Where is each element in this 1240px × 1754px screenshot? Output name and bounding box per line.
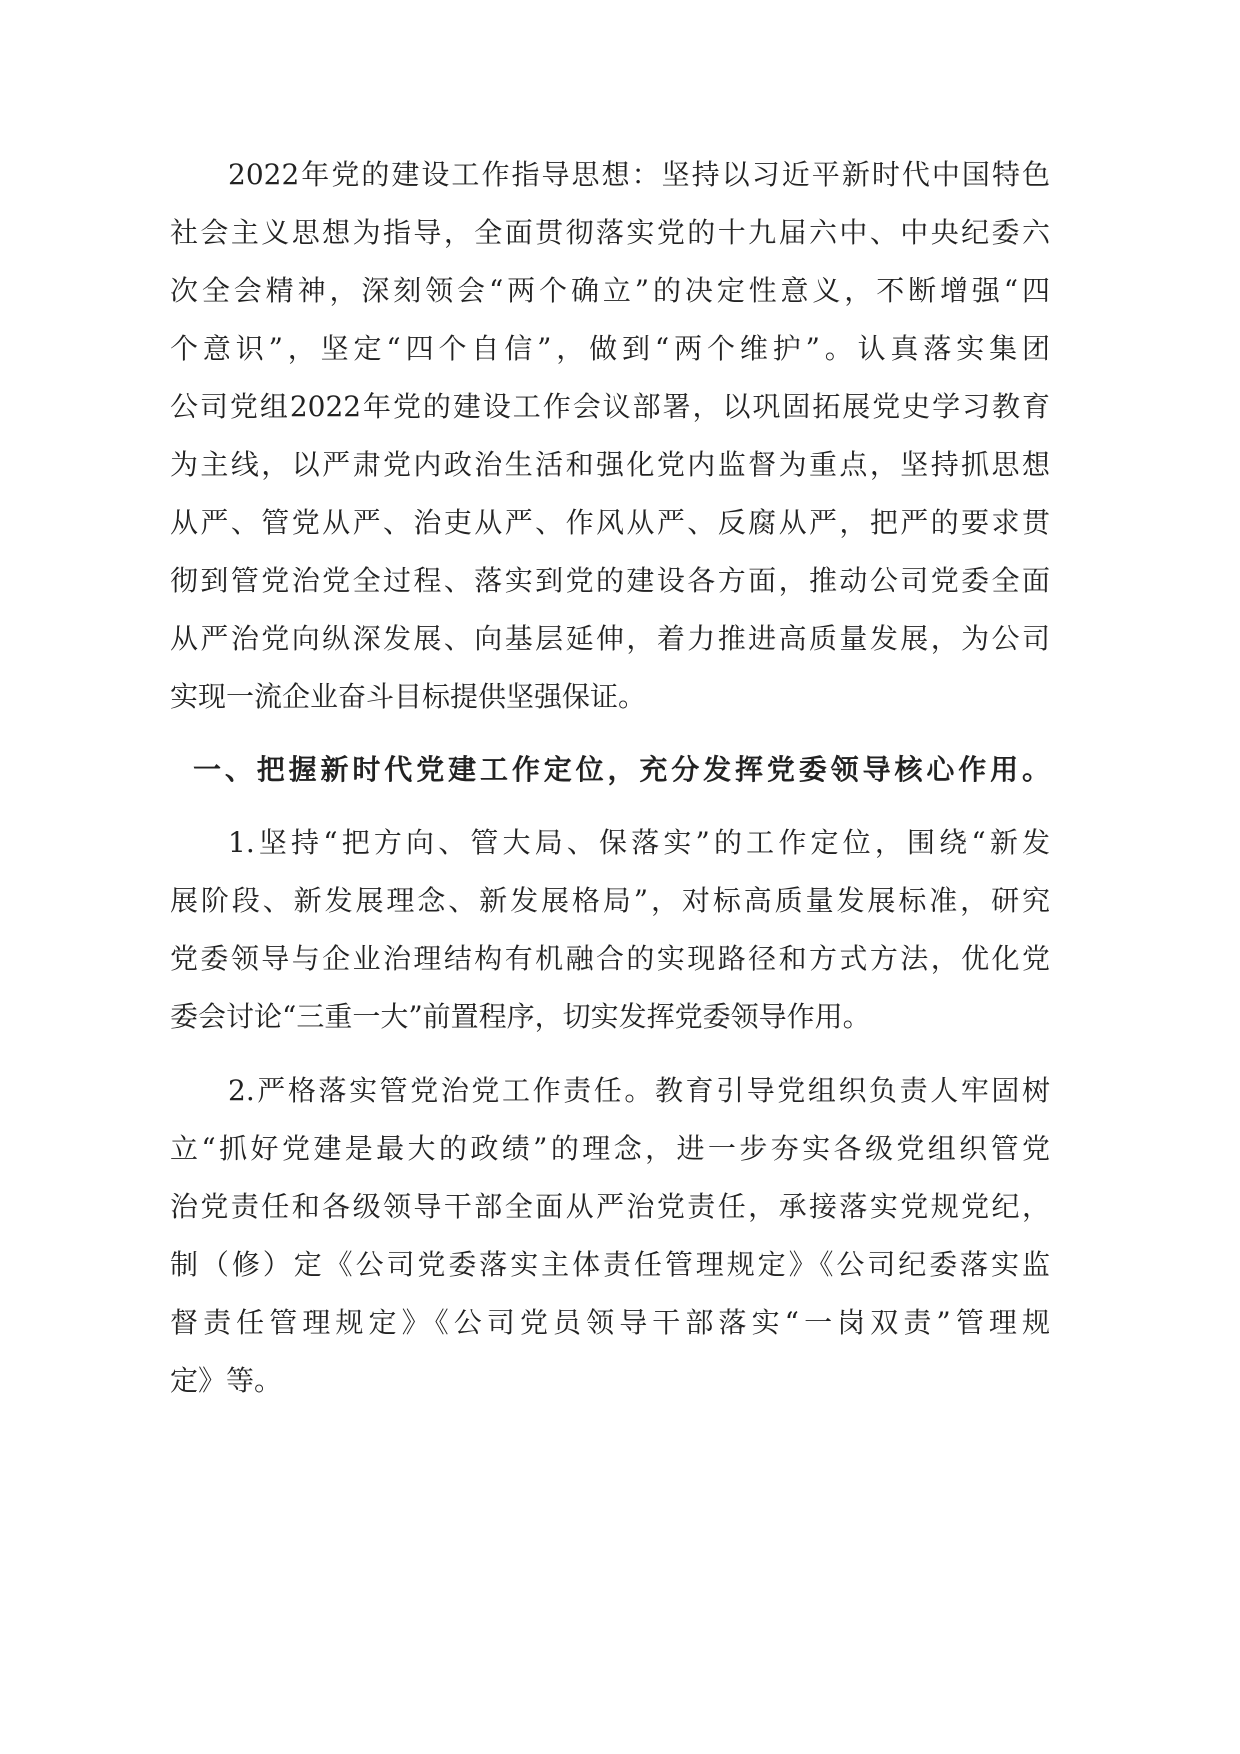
paragraph-3-line: 制（修）定《公司党委落实主体责任管理规定》《公司纪委落实监	[170, 1248, 1050, 1281]
paragraph-1-line: 彻到管党治党全过程、落实到党的建设各方面，推动公司党委全面	[170, 564, 1050, 597]
paragraph-3-line: 2.严格落实管党治党工作责任。教育引导党组织负责人牢固树	[228, 1074, 1050, 1107]
paragraph-1-line: 从严、管党从严、治吏从严、作风从严、反腐从严，把严的要求贯	[170, 506, 1050, 539]
paragraph-2-line: 党委领导与企业治理结构有机融合的实现路径和方式方法，优化党	[170, 942, 1050, 975]
paragraph-1-line: 公司党组2022年党的建设工作会议部署，以巩固拓展党史学习教育	[170, 390, 1050, 423]
paragraph-1-line: 从严治党向纵深发展、向基层延伸，着力推进高质量发展，为公司	[170, 622, 1050, 655]
paragraph-1-line: 社会主义思想为指导，全面贯彻落实党的十九届六中、中央纪委六	[170, 216, 1050, 249]
paragraph-2-line: 委会讨论“三重一大”前置程序，切实发挥党委领导作用。	[170, 1000, 871, 1033]
paragraph-3-line: 督责任管理规定》《公司党员领导干部落实“一岗双责”管理规	[170, 1306, 1050, 1339]
paragraph-3-line: 立“抓好党建是最大的政绩”的理念，进一步夯实各级党组织管党	[170, 1132, 1050, 1165]
paragraph-2-line: 展阶段、新发展理念、新发展格局”，对标高质量发展标准，研究	[170, 884, 1050, 917]
paragraph-3-line: 定》等。	[170, 1364, 283, 1397]
paragraph-2-line: 1.坚持“把方向、管大局、保落实”的工作定位，围绕“新发	[228, 826, 1050, 859]
paragraph-1-line: 2022年党的建设工作指导思想：坚持以习近平新时代中国特色	[228, 158, 1050, 191]
section-heading: 一、把握新时代党建工作定位，充分发挥党委领导核心作用。	[193, 753, 1050, 786]
paragraph-1-line: 次全会精神，深刻领会“两个确立”的决定性意义，不断增强“四	[170, 274, 1050, 307]
paragraph-1-line: 实现一流企业奋斗目标提供坚强保证。	[170, 680, 647, 713]
paragraph-3-line: 治党责任和各级领导干部全面从严治党责任，承接落实党规党纪，	[170, 1190, 1050, 1223]
paragraph-1-line: 个意识”，坚定“四个自信”，做到“两个维护”。认真落实集团	[170, 332, 1050, 365]
paragraph-1-line: 为主线，以严肃党内政治生活和强化党内监督为重点，坚持抓思想	[170, 448, 1050, 481]
